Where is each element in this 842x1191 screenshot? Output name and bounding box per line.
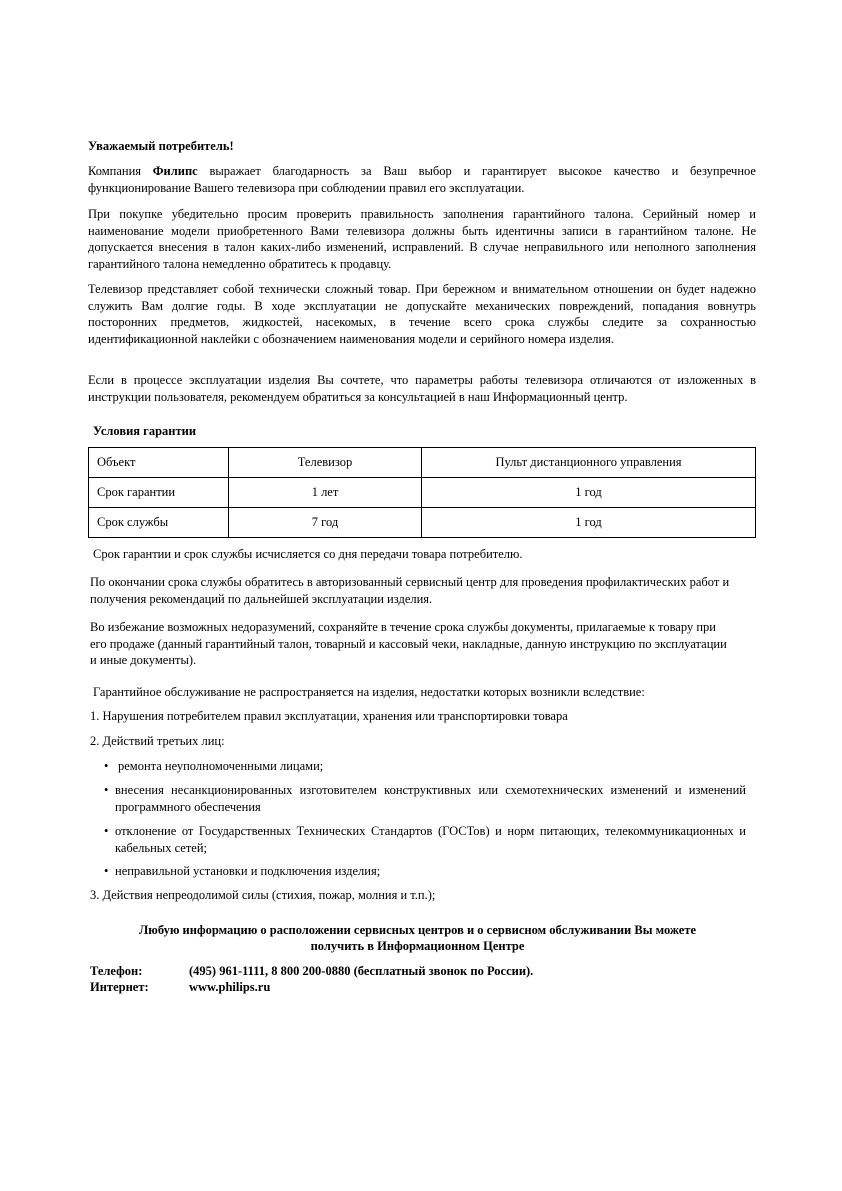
intro-paragraph	[88, 163, 756, 196]
service-life-end-note: По окончании срока службы обратитесь в авторизованный сервисный центр для проведения профилактических работ и получения рекомендаций по дальнейшей эксплуатации изделия.	[90, 575, 730, 606]
info-center-line-2: получить в Информационном Центре	[310, 939, 525, 953]
exclusions-intro: Гарантийное обслуживание не распространяется на изделия, недостатки которых возникли вследствие:	[93, 685, 645, 699]
paragraph-product-care: Телевизор представляет собой технически сложный товар. При бережном и внимательном отношении он будет надежно служить Вам долгие годы. В ходе эксплуатации не допускайте механических повреждений, попадания вовнутрь посторонних предметов, жидкостей, насекомых, в течение всего срока службы следите за сохранностью идентификационной наклейки с обозначением наименования модели и серийного номера изделия.	[88, 282, 756, 346]
table-cell: 1 год	[422, 508, 756, 538]
paragraph-check-coupon: При покупке убедительно просим проверить правильность заполнения гарантийного талона. Серийный номер и наименование модели приобретенного Вами телевизора должны быть идентичны записи в гарантийном талоне. Не допускается внесения в талон каких-либо изменений, исправлений. В случае неправильного или неполного заполнения гарантийного талона немедленно обратитесь к продавцу.	[88, 207, 756, 271]
table-cell: Срок службы	[89, 508, 229, 538]
bullet-item: ремонта неуполномоченными лицами;	[118, 759, 324, 773]
bullet-icon: •	[104, 824, 109, 838]
bullet-icon: •	[104, 759, 109, 773]
bullet-item: неправильной установки и подключения изделия;	[115, 864, 381, 878]
intro-text: выражает благодарность за Ваш выбор и гарантирует высокое качество и безупречное функционирование Вашего телевизора при соблюдении правил его эксплуатации.	[88, 164, 756, 195]
web-label: Интернет:	[90, 980, 149, 994]
info-center-line-1: Любую информацию о расположении сервисных центров и о сервисном обслуживании Вы можете	[138, 923, 697, 937]
warranty-table	[88, 447, 756, 538]
table-cell: 7 год	[229, 508, 422, 538]
intro-prefix: Компания	[88, 164, 153, 178]
table-cell: Срок гарантии	[89, 478, 229, 508]
bullet-icon: •	[104, 864, 109, 878]
bullet-item: внесения несанкционированных изготовителем конструктивных или схемотехнических изменений и изменений программного обеспечения	[115, 783, 746, 814]
warranty-period-note: Срок гарантии и срок службы исчисляется со дня передачи товара потребителю.	[93, 547, 523, 561]
paragraph-info-center: Если в процессе эксплуатации изделия Вы сочтете, что параметры работы телевизора отличаются от изложенных в инструкции пользователя, рекомендуем обратиться за консультацией в наш Информационный центр.	[88, 373, 756, 404]
bullet-item: отклонение от Государственных Технических Стандартов (ГОСТов) и норм питающих, телекоммуникационных и кабельных сетей;	[115, 824, 746, 855]
table-cell: 1 год	[422, 478, 756, 508]
table-header-row	[89, 448, 756, 478]
exclusion-item-2: 2. Действий третьих лиц:	[90, 734, 225, 748]
table-cell: Телевизор	[229, 448, 422, 478]
phone-value: (495) 961-1111, 8 800 200-0880 (бесплатный звонок по России).	[189, 964, 534, 978]
table-row	[89, 478, 756, 508]
exclusion-item-3: 3. Действия непреодолимой силы (стихия, пожар, молния и т.п.);	[90, 888, 436, 902]
phone-row	[90, 963, 533, 980]
table-cell: Объект	[89, 448, 229, 478]
warranty-heading: Условия гарантии	[93, 424, 197, 438]
greeting: Уважаемый потребитель!	[88, 139, 234, 153]
web-link[interactable]: www.philips.ru	[189, 980, 271, 994]
table-cell: 1 лет	[229, 478, 422, 508]
table-cell: Пульт дистанционного управления	[422, 448, 756, 478]
documents-note: Во избежание возможных недоразумений, сохраняйте в течение срока службы документы, прилагаемые к товару при его продаже (данный гарантийный талон, товарный и кассовый чеки, накладные, данную инструкцию по эксплуатации и иные документы).	[90, 620, 727, 667]
exclusion-item-1: 1. Нарушения потребителем правил эксплуатации, хранения или транспортировки товара	[90, 709, 568, 723]
web-row	[90, 979, 270, 996]
phone-label: Телефон:	[90, 964, 143, 978]
table-row	[89, 508, 756, 538]
company-name: Филипс	[152, 164, 198, 178]
bullet-icon: •	[104, 783, 109, 797]
